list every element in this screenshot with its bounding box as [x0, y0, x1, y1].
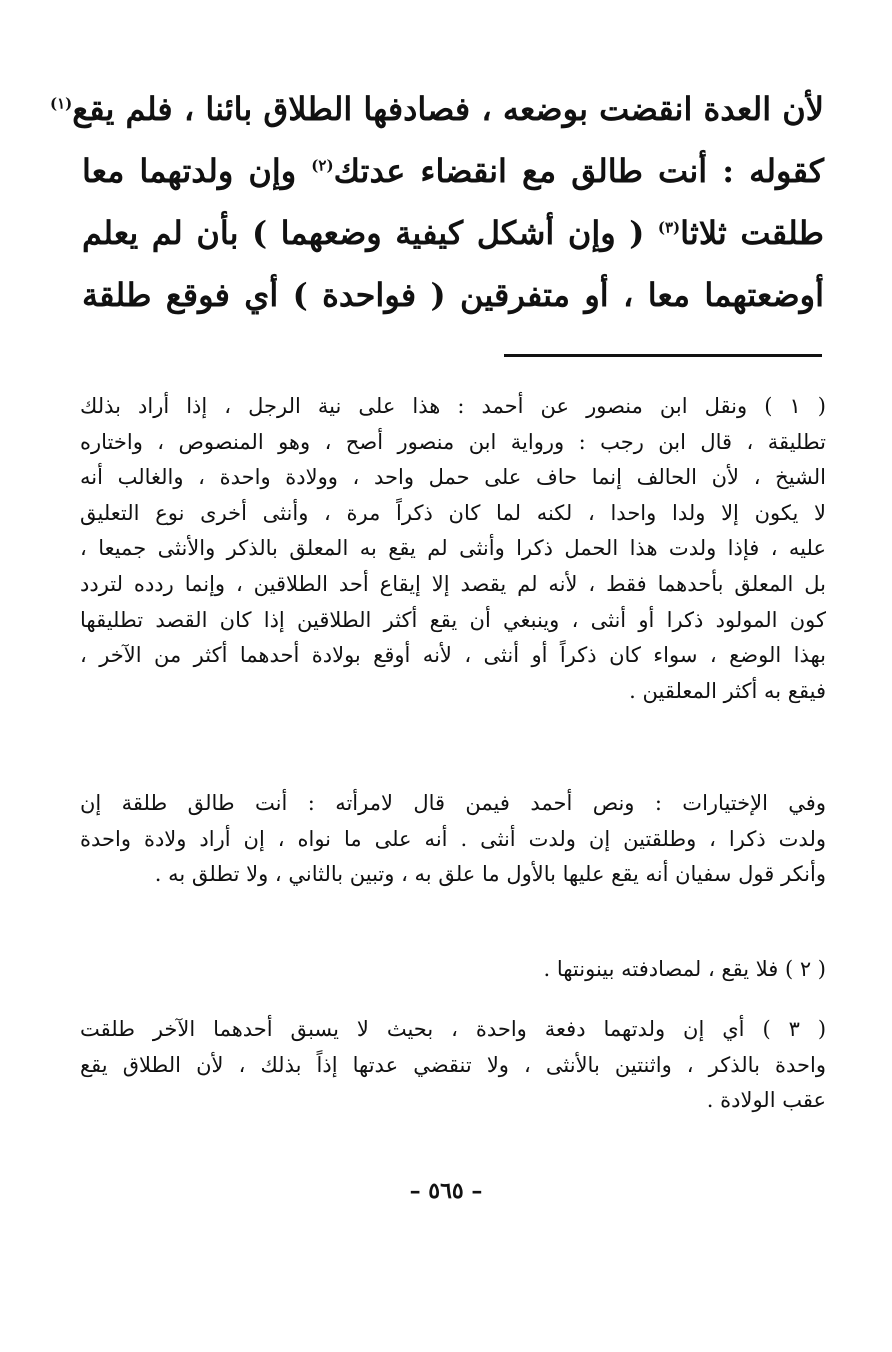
main-line-3 — [82, 202, 824, 264]
footnote-line: عقب الولادة . — [706, 1088, 826, 1113]
main-line-4 — [82, 264, 824, 326]
footnote-line: بهذا الوضع ، سواء كان ذكراً أو أنثى ، لأنه أوقع بولادة أحدهما أكثر من الآخر ، — [80, 643, 826, 668]
main-line-text: لأن العدة انقضت بوضعه ، فصادفها الطلاق بائنا ، فلم يقع — [72, 90, 824, 128]
footnote-mark-3: (٣) — [657, 218, 681, 237]
footnote-separator — [504, 354, 822, 357]
footnote-line: وأنكر قول سفيان أنه يقع عليها بالأول ما علق به ، وتبين بالثاني ، ولا تطلق به . — [154, 862, 826, 887]
main-line-text: طلقت ثلاثا — [680, 214, 825, 252]
page-number: – ٥٦٥ – — [409, 1178, 483, 1204]
footnote-line: بل المعلق بأحدهما فقط ، لأنه لم يقصد إلا إيقاع أحد الطلاقين ، وإنما ردده لتردد — [80, 571, 826, 596]
main-line-text: ( وإن أشكل كيفية وضعهما ) بأن لم يعلم — [82, 214, 645, 252]
main-line-2 — [82, 140, 824, 202]
footnote-line: ( ٣ ) أي إن ولدتهما دفعة واحدة ، بحيث لا يسبق أحدهما الآخر طلقت — [80, 1017, 827, 1041]
footnote-2 — [80, 952, 826, 988]
footnote-line: لا يكون إلا ولدا واحدا ، لكنه لما كان ذكراً مرة ، وأنثى أخرى نوع التعليق — [80, 500, 826, 525]
footnote-line: تطليقة ، قال ابن رجب : ورواية ابن منصور أصح ، وهو المنصوص ، واختاره — [80, 429, 826, 454]
footnote-line: ( ٢ ) فلا يقع ، لمصادفته بينونتها . — [543, 957, 826, 981]
footnote-mark-2: (٢) — [311, 156, 334, 175]
main-line-text: كقوله : أنت طالق مع انقضاء عدتك — [333, 152, 825, 190]
footnote-line: كون المولود ذكرا أو أنثى ، وينبغي أن يقع أكثر الطلاقين إذا كان القصد تطليقها — [80, 607, 826, 632]
footnote-3 — [80, 1012, 826, 1119]
main-line-text: أوضعتهما معا ، أو متفرقين ( فواحدة ) أي فوقع طلقة — [82, 276, 824, 314]
footnote-ikhtiyarat — [80, 786, 826, 893]
main-line-1 — [49, 78, 824, 140]
footnote-mark-1: (١) — [49, 94, 73, 113]
footnote-line: ولدت ذكرا ، وطلقتين إن ولدت أنثى . أنه على ما نواه ، إن أراد ولادة واحدة — [80, 826, 826, 851]
main-text — [49, 78, 825, 326]
footnote-1 — [80, 389, 826, 709]
footnote-line: فيقع به أكثر المعلقين . — [629, 678, 826, 703]
footnote-line: واحدة بالذكر ، واثنتين بالأنثى ، ولا تنقضي عدتها إذاً بذلك ، لأن الطلاق يقع — [80, 1052, 826, 1077]
footnote-line: عليه ، فإذا ولدت هذا الحمل ذكرا وأنثى لم يقع به المعلق بالذكر والأنثى جميعا ، — [80, 536, 826, 561]
footnote-line: ( ١ ) ونقل ابن منصور عن أحمد : هذا على نية الرجل ، إذا أراد بذلك — [80, 394, 826, 418]
footnote-line: وفي الإختيارات : ونص أحمد فيمن قال لامرأته : أنت طالق طلقة إن — [80, 791, 826, 815]
main-line-text: وإن ولدتهما معا — [82, 152, 297, 190]
footnote-line: الشيخ ، لأن الحالف إنما حاف على حمل واحد ، وولادة واحدة ، والغالب أنه — [80, 465, 826, 490]
